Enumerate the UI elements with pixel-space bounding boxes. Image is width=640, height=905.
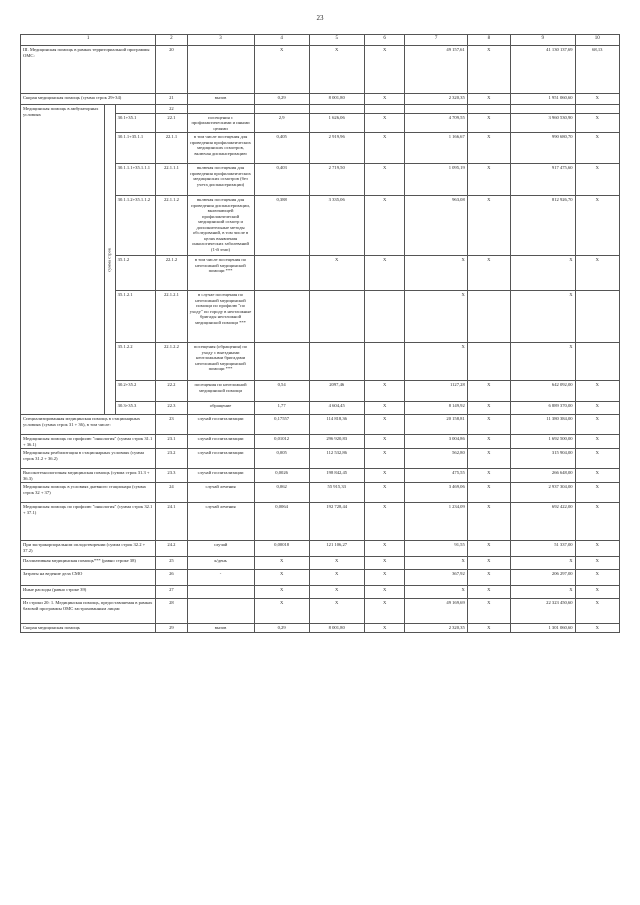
- table-cell: X: [405, 343, 467, 381]
- table-cell: X: [467, 94, 510, 105]
- table-cell: 475,55: [405, 469, 467, 483]
- table-cell: включая посещения для проведения профилактических медицинских осмотров (без учета диспансеризации): [187, 164, 254, 196]
- table-cell: посещения по неотложной медицинской помощи: [187, 381, 254, 402]
- table-cell: 0,29: [254, 94, 309, 105]
- table-cell: X: [364, 557, 405, 570]
- table-cell: 2097,46: [309, 381, 364, 402]
- table-cell: Медицинская помощь в амбулаторных условиях: [21, 105, 105, 415]
- table-cell: 367,92: [405, 570, 467, 586]
- table-cell: X: [364, 381, 405, 402]
- header-cell: 6: [364, 35, 405, 46]
- table-cell: X: [364, 599, 405, 624]
- table-cell: X: [364, 164, 405, 196]
- table-cell: 1 301 060,60: [510, 624, 575, 633]
- table-cell: X: [467, 557, 510, 570]
- table-cell: X: [364, 624, 405, 633]
- header-row: [21, 35, 620, 46]
- page-number: 23: [316, 14, 324, 22]
- table-cell: X: [575, 483, 619, 503]
- table-cell: 41 130 137,69: [510, 46, 575, 94]
- table-cell: 30.1.1+35.1.1: [115, 133, 156, 164]
- table-cell: случай лечения: [187, 483, 254, 503]
- table-cell: 112 532,86: [309, 449, 364, 469]
- table-cell: случай госпитализации: [187, 415, 254, 435]
- table-cell: [364, 343, 405, 381]
- table-cell: X: [364, 435, 405, 449]
- table-cell: 2,9: [254, 113, 309, 133]
- table-row: [21, 46, 620, 94]
- table-cell: X: [575, 435, 619, 449]
- table-cell: 206 297,00: [510, 570, 575, 586]
- table-cell: 1 626,06: [309, 113, 364, 133]
- table-cell: 192 728,44: [309, 503, 364, 541]
- table-cell: 315 904,00: [510, 449, 575, 469]
- table-cell: 35.1.2.1: [115, 291, 156, 343]
- table-cell: X: [467, 624, 510, 633]
- table-cell: [364, 105, 405, 114]
- table-cell: X: [575, 624, 619, 633]
- table-cell: 22.2: [156, 381, 187, 402]
- medical-care-table: [20, 34, 620, 633]
- header-cell: 8: [467, 35, 510, 46]
- table-cell: 2 719,50: [309, 164, 364, 196]
- table-cell: X: [510, 291, 575, 343]
- table-cell: 812 926,70: [510, 196, 575, 256]
- vertical-label: сумма строк: [104, 105, 115, 415]
- table-cell: X: [510, 586, 575, 599]
- table-cell: 0,29: [254, 624, 309, 633]
- table-cell: включая посещения для проведения диспансеризации, включающей профилактический медицинский осмотр и дополнительные методы обследований, в том числе в целях выявления онкологических заболеваний (1-й этап): [187, 196, 254, 256]
- table-cell: X: [575, 381, 619, 402]
- table-cell: 917 475,60: [510, 164, 575, 196]
- table-cell: X: [575, 164, 619, 196]
- table-cell: 1,77: [254, 402, 309, 415]
- table-cell: 23: [156, 415, 187, 435]
- table-cell: X: [467, 469, 510, 483]
- table-cell: X: [405, 586, 467, 599]
- table-row: [21, 624, 620, 633]
- table-cell: 30.1.1.1+35.1.1.1: [115, 164, 156, 196]
- table-cell: X: [575, 586, 619, 599]
- table-cell: X: [254, 599, 309, 624]
- table-cell: [309, 105, 364, 114]
- table-cell: X: [510, 343, 575, 381]
- table-cell: X: [467, 196, 510, 256]
- table-cell: 1 166,67: [405, 133, 467, 164]
- table-cell: 198 842,45: [309, 469, 364, 483]
- table-cell: X: [467, 586, 510, 599]
- table-cell: обращение: [187, 402, 254, 415]
- table-cell: 25: [156, 557, 187, 570]
- table-cell: 22.1.2: [156, 256, 187, 291]
- table-cell: X: [575, 541, 619, 557]
- table-cell: 1 234,09: [405, 503, 467, 541]
- table-cell: 121 106,27: [309, 541, 364, 557]
- table-cell: 2 320,35: [405, 94, 467, 105]
- table-cell: 29: [156, 624, 187, 633]
- table-cell: 8 001,80: [309, 624, 364, 633]
- table-cell: 1 951 060,60: [510, 94, 575, 105]
- table-cell: 26: [156, 570, 187, 586]
- table-cell: X: [364, 503, 405, 541]
- table-cell: Из строки 20: 1. Медицинская помощь, предоставляемая в рамках базовой программы ОМС застрахованным лицам: [21, 599, 156, 624]
- table-cell: X: [405, 557, 467, 570]
- table-cell: X: [364, 256, 405, 291]
- table-cell: -: [187, 570, 254, 586]
- table-cell: X: [364, 402, 405, 415]
- table-cell: X: [467, 483, 510, 503]
- table-cell: X: [575, 94, 619, 105]
- table-cell: 3 004,86: [405, 435, 467, 449]
- table-cell: [187, 599, 254, 624]
- table-cell: 0,062: [254, 483, 309, 503]
- table-cell: 0,00018: [254, 541, 309, 557]
- table-row: [21, 415, 620, 435]
- table-cell: 2 937 304,00: [510, 483, 575, 503]
- table-row: [21, 586, 620, 599]
- table-cell: [254, 291, 309, 343]
- table-cell: [254, 256, 309, 291]
- table-cell: Скорая медицинская помощь (сумма строк 29+34): [21, 94, 156, 105]
- table-cell: 22 323 450,60: [510, 599, 575, 624]
- table-cell: X: [467, 449, 510, 469]
- table-cell: X: [309, 570, 364, 586]
- table-cell: Медицинская помощь по профилю "онкология" (сумма строк 31.1 + 36.1): [21, 435, 156, 449]
- table-cell: в случае посещения по неотложной медицинской помощи по профилю "по уходу" по городу в неотложные бригады неотложной медицинской помощи ***: [187, 291, 254, 343]
- table-cell: 49 157,61: [405, 46, 467, 94]
- table-cell: 22: [156, 105, 187, 114]
- table-cell: X: [364, 469, 405, 483]
- table-cell: 266 648,00: [510, 469, 575, 483]
- table-cell: к/день: [187, 557, 254, 570]
- table-cell: 35.1.2.2: [115, 343, 156, 381]
- table-cell: [309, 343, 364, 381]
- table-cell: Затраты на ведение дела СМО: [21, 570, 156, 586]
- table-cell: [575, 291, 619, 343]
- table-cell: 22.1.2.2: [156, 343, 187, 381]
- table-cell: X: [467, 256, 510, 291]
- table-cell: X: [575, 449, 619, 469]
- table-cell: 22.1.1.1: [156, 164, 187, 196]
- table-cell: X: [467, 402, 510, 415]
- table-cell: III. Медицинская помощь в рамках территориальной программы ОМС:: [21, 46, 156, 94]
- table-cell: X: [467, 570, 510, 586]
- table-cell: 0,005: [254, 449, 309, 469]
- table-cell: 990 680,70: [510, 133, 575, 164]
- table-cell: 30.1+35.1: [115, 113, 156, 133]
- table-cell: 0,01012: [254, 435, 309, 449]
- table-cell: [187, 46, 254, 94]
- table-cell: 692 422,00: [510, 503, 575, 541]
- table-cell: случай: [187, 541, 254, 557]
- table-cell: X: [364, 586, 405, 599]
- table-cell: X: [364, 94, 405, 105]
- table-cell: X: [575, 402, 619, 415]
- table-cell: 0,403: [254, 164, 309, 196]
- table-cell: X: [575, 133, 619, 164]
- header-cell: 10: [575, 35, 619, 46]
- table-cell: 24.1: [156, 503, 187, 541]
- table-cell: X: [467, 599, 510, 624]
- table-cell: 20 158,81: [405, 415, 467, 435]
- table-cell: вызов: [187, 94, 254, 105]
- table-cell: X: [364, 415, 405, 435]
- table-cell: 30.1.1.2+35.1.1.2: [115, 196, 156, 256]
- table-cell: 0,0026: [254, 469, 309, 483]
- table-cell: X: [575, 503, 619, 541]
- table-cell: X: [254, 586, 309, 599]
- table-cell: случай лечения: [187, 503, 254, 541]
- table-cell: 55 915,33: [309, 483, 364, 503]
- table-cell: 51 337,00: [510, 541, 575, 557]
- table-cell: X: [309, 46, 364, 94]
- table-cell: 8 149,92: [405, 402, 467, 415]
- table-cell: X: [364, 46, 405, 94]
- table-cell: 91,55: [405, 541, 467, 557]
- table-cell: 0,405: [254, 133, 309, 164]
- table-cell: 23.1: [156, 435, 187, 449]
- table-cell: X: [467, 46, 510, 94]
- table-cell: X: [364, 541, 405, 557]
- table-cell: 4 709,55: [405, 113, 467, 133]
- table-cell: посещения (обращения) по уходу с выездными неотложными бригадами неотложной медицинской помощи ***: [187, 343, 254, 381]
- table-cell: 114 818,36: [309, 415, 364, 435]
- table-cell: X: [254, 46, 309, 94]
- table-cell: X: [575, 469, 619, 483]
- table-cell: 30.2+35.2: [115, 381, 156, 402]
- table-cell: [405, 105, 467, 114]
- table-cell: 22.1.2.1: [156, 291, 187, 343]
- table-cell: 2 320,35: [405, 624, 467, 633]
- table-cell: Медицинская помощь в условиях дневного стационара (сумма строк 32 + 37): [21, 483, 156, 503]
- table-cell: [467, 291, 510, 343]
- table-cell: 3 469,06: [405, 483, 467, 503]
- table-cell: 0,388: [254, 196, 309, 256]
- table-row: [21, 599, 620, 624]
- table-row: [21, 541, 620, 557]
- table-cell: Высокотехнологичная медицинская помощь (сумма строк 31.3 + 36.3): [21, 469, 156, 483]
- table-cell: X: [575, 113, 619, 133]
- table-cell: X: [309, 586, 364, 599]
- table-row: [21, 557, 620, 570]
- table-cell: 23.3: [156, 469, 187, 483]
- table-cell: X: [467, 164, 510, 196]
- table-cell: 1 692 500,00: [510, 435, 575, 449]
- table-cell: X: [254, 557, 309, 570]
- table-cell: вызов: [187, 624, 254, 633]
- table-cell: X: [510, 557, 575, 570]
- table-cell: При экстракорпоральном оплодотворении (сумма строк 32.2 + 37.2): [21, 541, 156, 557]
- table-cell: 20: [156, 46, 187, 94]
- table-cell: 963,08: [405, 196, 467, 256]
- table-cell: 49 169,69: [405, 599, 467, 624]
- table-cell: X: [575, 196, 619, 256]
- table-cell: 21: [156, 94, 187, 105]
- table-cell: 642 092,00: [510, 381, 575, 402]
- table-cell: X: [405, 291, 467, 343]
- table-cell: X: [364, 570, 405, 586]
- header-cell: 2: [156, 35, 187, 46]
- header-cell: 7: [405, 35, 467, 46]
- table-cell: X: [364, 133, 405, 164]
- table-cell: Медицинская реабилитация в стационарных условиях (сумма строк 31.2 + 36.2): [21, 449, 156, 469]
- table-row: [21, 449, 620, 469]
- table-cell: [309, 291, 364, 343]
- table-cell: X: [575, 415, 619, 435]
- table-cell: 22.1.1: [156, 133, 187, 164]
- table-cell: 23.2: [156, 449, 187, 469]
- table-cell: X: [467, 415, 510, 435]
- table-cell: 68,13: [575, 46, 619, 94]
- table-cell: 8 001,80: [309, 94, 364, 105]
- table-cell: X: [364, 449, 405, 469]
- table-cell: X: [575, 599, 619, 624]
- table-cell: 22.1: [156, 113, 187, 133]
- table-cell: [187, 105, 254, 114]
- table-cell: 3 335,06: [309, 196, 364, 256]
- table-cell: посещения с профилактическими и иными целями: [187, 113, 254, 133]
- table-cell: 28: [156, 599, 187, 624]
- table-cell: случай госпитализации: [187, 435, 254, 449]
- table-cell: [575, 105, 619, 114]
- table-cell: 6 889 370,00: [510, 402, 575, 415]
- table-cell: 27: [156, 586, 187, 599]
- table-row: [21, 435, 620, 449]
- table-cell: [364, 291, 405, 343]
- table-cell: [467, 343, 510, 381]
- table-cell: [115, 105, 156, 114]
- table-cell: X: [254, 570, 309, 586]
- table-cell: X: [467, 541, 510, 557]
- table-cell: 1127,28: [405, 381, 467, 402]
- table-cell: Специализированная медицинская помощь в стационарных условиях (сумма строк 31 + 36), в том числе:: [21, 415, 156, 435]
- table-cell: X: [575, 557, 619, 570]
- table-cell: 2 919,96: [309, 133, 364, 164]
- table-cell: X: [309, 256, 364, 291]
- table-cell: 11 380 384,00: [510, 415, 575, 435]
- table-cell: 1 095,19: [405, 164, 467, 196]
- table-cell: X: [309, 599, 364, 624]
- table-cell: [510, 105, 575, 114]
- table-cell: X: [364, 483, 405, 503]
- table-cell: случай госпитализации: [187, 469, 254, 483]
- table-cell: 30.3+35.3: [115, 402, 156, 415]
- table-cell: [575, 343, 619, 381]
- table-cell: X: [575, 570, 619, 586]
- table-row: [21, 469, 620, 483]
- header-cell: 4: [254, 35, 309, 46]
- table-cell: X: [575, 256, 619, 291]
- table-cell: 0,17557: [254, 415, 309, 435]
- table-cell: в том числе посещения для проведения профилактических медицинских осмотров, включая диспансеризацию: [187, 133, 254, 164]
- table-cell: X: [467, 113, 510, 133]
- table-cell: X: [405, 256, 467, 291]
- header-cell: 9: [510, 35, 575, 46]
- table-cell: [187, 586, 254, 599]
- table-cell: 22.3: [156, 402, 187, 415]
- table-cell: [254, 343, 309, 381]
- table-row: [21, 105, 620, 114]
- header-cell: 5: [309, 35, 364, 46]
- table-cell: 0,0064: [254, 503, 309, 541]
- table-cell: X: [467, 381, 510, 402]
- header-cell: 1: [21, 35, 156, 46]
- table-cell: 4 604,45: [309, 402, 364, 415]
- table-cell: Паллиативная медицинская помощь*** (равно строке 38): [21, 557, 156, 570]
- table-row: [21, 94, 620, 105]
- table-cell: [254, 105, 309, 114]
- table-cell: Скорая медицинская помощь: [21, 624, 156, 633]
- table-cell: X: [467, 503, 510, 541]
- table-cell: X: [510, 256, 575, 291]
- table-cell: 24: [156, 483, 187, 503]
- table-cell: 562,80: [405, 449, 467, 469]
- table-row: [21, 503, 620, 541]
- table-cell: 35.1.2: [115, 256, 156, 291]
- table-cell: 24.2: [156, 541, 187, 557]
- table-cell: в том числе посещения по неотложной медицинской помощи ***: [187, 256, 254, 291]
- table-cell: 22.1.1.2: [156, 196, 187, 256]
- table-cell: X: [467, 133, 510, 164]
- header-cell: 3: [187, 35, 254, 46]
- table-cell: Медицинская помощь по профилю "онкология" (сумма строк 32.1 + 37.1): [21, 503, 156, 541]
- table-cell: Иные расходы (равно строке 39): [21, 586, 156, 599]
- table-cell: X: [309, 557, 364, 570]
- table-cell: X: [364, 196, 405, 256]
- table-cell: 3 960 530,90: [510, 113, 575, 133]
- table-cell: 0,54: [254, 381, 309, 402]
- table-row: [21, 483, 620, 503]
- table-cell: случай госпитализации: [187, 449, 254, 469]
- table-cell: 296 920,83: [309, 435, 364, 449]
- table-row: [21, 570, 620, 586]
- table-cell: X: [364, 113, 405, 133]
- table-cell: [467, 105, 510, 114]
- table-cell: X: [467, 435, 510, 449]
